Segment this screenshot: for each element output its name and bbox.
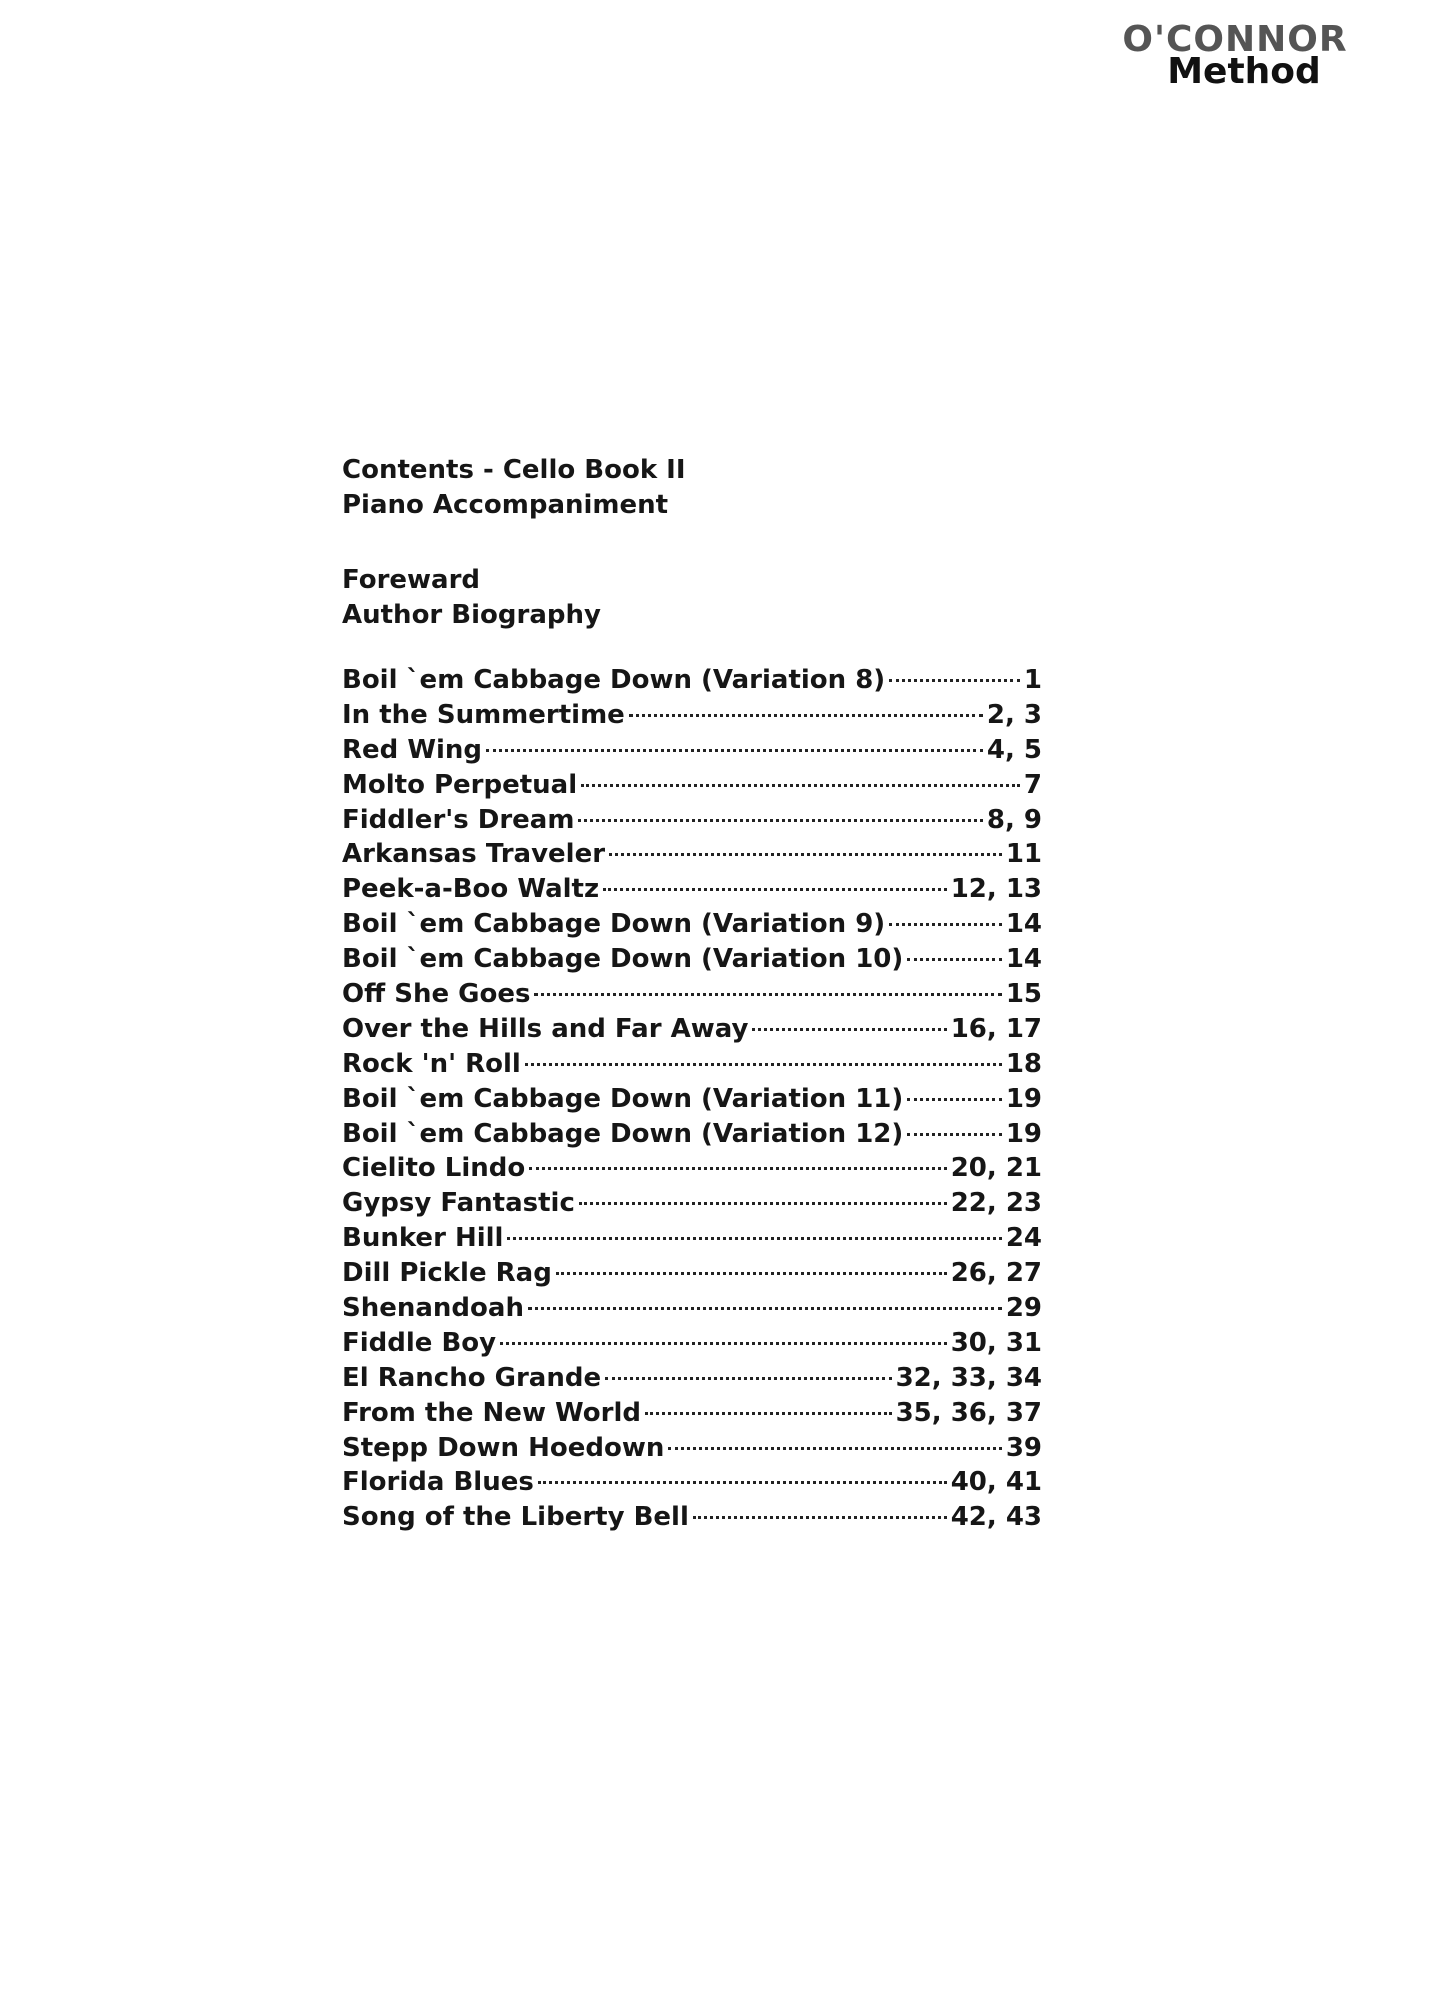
toc-dot-leader (693, 1516, 947, 1519)
toc-entry-pages: 24 (1005, 1223, 1042, 1254)
toc-dot-leader (581, 784, 1020, 787)
toc-dot-leader (603, 888, 947, 891)
toc-entry-title: Arkansas Traveler (342, 839, 606, 870)
toc-entry (342, 1223, 1042, 1258)
toc-entry-title: Boil `em Cabbage Down (Variation 11) (342, 1083, 904, 1114)
toc-dot-leader (507, 1237, 1001, 1240)
toc-entry-pages: 22, 23 (950, 1188, 1042, 1219)
toc-dot-leader (907, 1098, 1002, 1101)
toc-entry (342, 1433, 1042, 1468)
toc-entry-title: Off She Goes (342, 979, 531, 1010)
toc-entry (342, 1188, 1042, 1223)
toc-dot-leader (578, 819, 982, 822)
toc-entry-pages: 42, 43 (950, 1502, 1042, 1533)
toc-entry-pages: 18 (1005, 1048, 1042, 1079)
toc-entry (342, 700, 1042, 735)
toc-dot-leader (500, 1342, 947, 1345)
toc-dot-leader (907, 1133, 1002, 1136)
toc-entry (342, 874, 1042, 909)
toc-dot-leader (629, 714, 983, 717)
brand-logo (1100, 19, 1370, 92)
toc-entry-pages: 19 (1005, 1083, 1042, 1114)
toc-entry-pages: 7 (1023, 769, 1042, 800)
toc-entry-pages: 11 (1005, 839, 1042, 870)
toc-entry-pages: 16, 17 (950, 1013, 1042, 1044)
toc-dot-leader (528, 1307, 1002, 1310)
toc-entry-pages: 19 (1005, 1118, 1042, 1149)
toc-entry-title: Boil `em Cabbage Down (Variation 9) (342, 909, 886, 940)
toc-entry (342, 1398, 1042, 1433)
toc-entry-pages: 32, 33, 34 (895, 1362, 1042, 1393)
toc-entry-pages: 2, 3 (986, 699, 1042, 730)
page-title: Contents - Cello Book II (342, 455, 686, 485)
toc-entry-title: Boil `em Cabbage Down (Variation 12) (342, 1118, 904, 1149)
toc-entry-title: Florida Blues (342, 1467, 534, 1498)
front-matter-author-biography: Author Biography (342, 600, 601, 630)
toc-entry-title: Dill Pickle Rag (342, 1258, 552, 1289)
toc-entry-title: Rock 'n' Roll (342, 1048, 521, 1079)
brand-logo-line1: O'CONNOR (1122, 19, 1348, 60)
toc-entry-title: Boil `em Cabbage Down (Variation 10) (342, 944, 904, 975)
toc-entry-title: Molto Perpetual (342, 769, 578, 800)
toc-entry (342, 944, 1042, 979)
toc-entry (342, 979, 1042, 1014)
toc-dot-leader (609, 853, 1002, 856)
toc-entry (342, 665, 1042, 700)
toc-entry-pages: 26, 27 (950, 1258, 1042, 1289)
toc-dot-leader (889, 679, 1020, 682)
toc-entry-pages: 14 (1005, 909, 1042, 940)
toc-entry (342, 735, 1042, 770)
toc-dot-leader (529, 1167, 946, 1170)
toc-entry (342, 1258, 1042, 1293)
toc-entry (342, 1153, 1042, 1188)
toc-dot-leader (645, 1412, 892, 1415)
front-matter (342, 563, 601, 633)
toc-entry (342, 909, 1042, 944)
brand-logo-line2: Method (1167, 51, 1321, 92)
contents-heading (342, 453, 686, 523)
toc-entry (342, 1084, 1042, 1119)
toc-entry (342, 1363, 1042, 1398)
toc-entry-pages: 40, 41 (950, 1467, 1042, 1498)
toc-entry-title: Cielito Lindo (342, 1153, 526, 1184)
toc-entry-pages: 1 (1023, 665, 1042, 695)
toc-dot-leader (907, 958, 1002, 961)
toc-entry-title: Peek-a-Boo Waltz (342, 874, 600, 905)
toc-entry-pages: 39 (1005, 1432, 1042, 1463)
toc-entry-title: Stepp Down Hoedown (342, 1432, 665, 1463)
toc-entry-title: Fiddle Boy (342, 1327, 497, 1358)
toc-entry-title: Fiddler's Dream (342, 804, 575, 835)
toc-entry (342, 1293, 1042, 1328)
table-of-contents (342, 665, 1042, 1537)
toc-entry-pages: 30, 31 (950, 1327, 1042, 1358)
toc-entry-pages: 35, 36, 37 (895, 1397, 1042, 1428)
toc-entry-pages: 12, 13 (950, 874, 1042, 905)
toc-entry (342, 1119, 1042, 1154)
toc-entry (342, 770, 1042, 805)
toc-entry-pages: 14 (1005, 944, 1042, 975)
toc-entry (342, 1467, 1042, 1502)
toc-entry-title: Song of the Liberty Bell (342, 1502, 689, 1533)
toc-dot-leader (605, 1377, 891, 1380)
toc-entry-pages: 20, 21 (950, 1153, 1042, 1184)
toc-dot-leader (579, 1202, 947, 1205)
toc-entry-pages: 15 (1005, 979, 1042, 1010)
toc-entry-title: In the Summertime (342, 699, 625, 730)
toc-dot-leader (534, 993, 1001, 996)
toc-entry-title: Bunker Hill (342, 1223, 504, 1254)
toc-dot-leader (486, 749, 983, 752)
toc-dot-leader (752, 1028, 946, 1031)
toc-entry-pages: 29 (1005, 1293, 1042, 1324)
toc-entry (342, 1502, 1042, 1537)
toc-entry-title: Boil `em Cabbage Down (Variation 8) (342, 665, 886, 695)
toc-entry-title: Gypsy Fantastic (342, 1188, 575, 1219)
toc-entry (342, 805, 1042, 840)
toc-entry (342, 1014, 1042, 1049)
toc-dot-leader (525, 1063, 1002, 1066)
toc-dot-leader (538, 1481, 947, 1484)
toc-entry-title: From the New World (342, 1397, 641, 1428)
toc-dot-leader (556, 1272, 947, 1275)
toc-entry-title: Red Wing (342, 734, 483, 765)
toc-entry-pages: 4, 5 (986, 734, 1042, 765)
toc-entry-title: El Rancho Grande (342, 1362, 602, 1393)
toc-entry-title: Shenandoah (342, 1293, 524, 1324)
toc-entry (342, 1328, 1042, 1363)
toc-entry (342, 1049, 1042, 1084)
front-matter-foreward: Foreward (342, 565, 481, 595)
toc-entry-title: Over the Hills and Far Away (342, 1013, 749, 1044)
toc-dot-leader (889, 923, 1002, 926)
toc-dot-leader (668, 1447, 1001, 1450)
page-subtitle: Piano Accompaniment (342, 490, 669, 520)
toc-entry (342, 839, 1042, 874)
toc-entry-pages: 8, 9 (986, 804, 1042, 835)
